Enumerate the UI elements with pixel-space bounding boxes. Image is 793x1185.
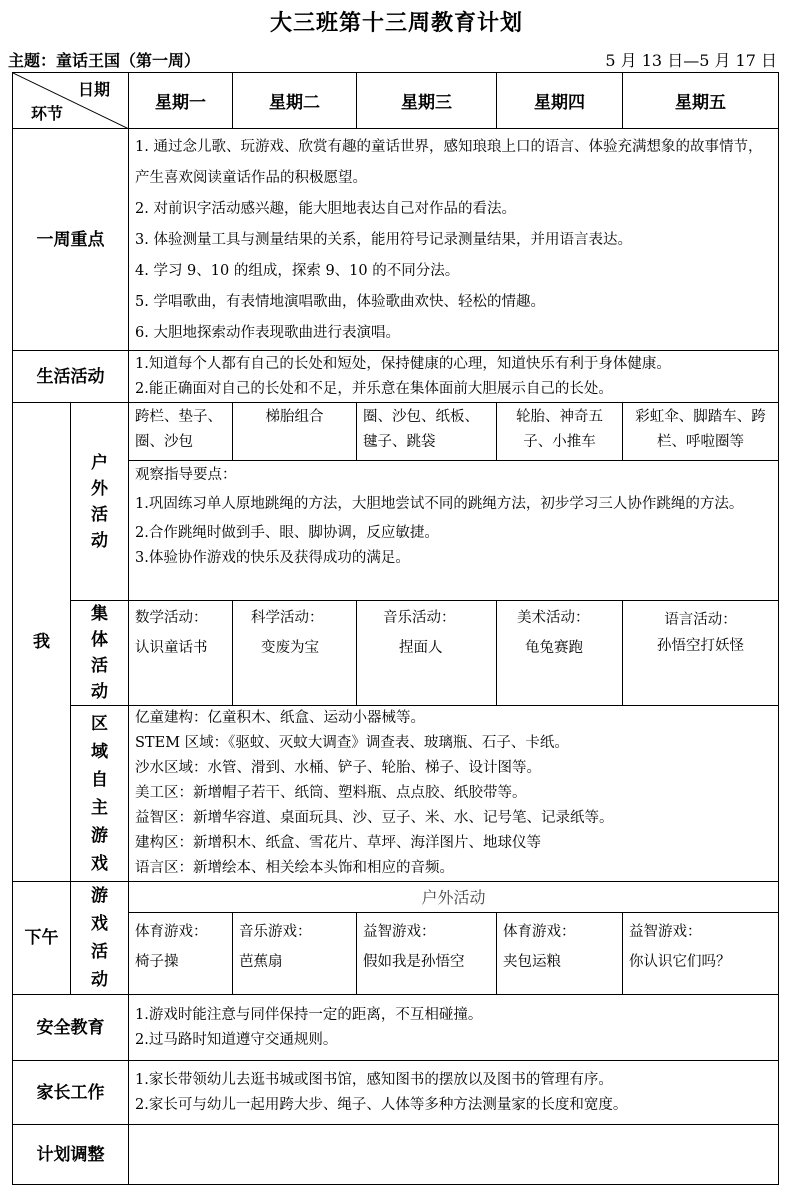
outdoor-equipment-thu: 轮胎、神奇五子、小推车 xyxy=(497,403,623,461)
area-play-content xyxy=(129,706,779,882)
outdoor-guidance xyxy=(129,461,779,601)
day-header-tue: 星期二 xyxy=(233,73,357,129)
afternoon-game-tue xyxy=(233,912,357,994)
area-play-item: 美工区：新增帽子若干、纸筒、塑料瓶、点点胶、纸胶带等。 xyxy=(135,785,527,801)
group-activity-type: 语言活动： xyxy=(664,612,737,628)
afternoon-game-name: 芭蕉扇 xyxy=(239,953,283,970)
parent-work-label: 家长工作 xyxy=(13,1061,129,1125)
afternoon-game-type: 益智游戏： xyxy=(629,923,702,940)
day-header-wed: 星期三 xyxy=(357,73,497,129)
group-activity-wed xyxy=(357,601,497,706)
outdoor-equipment-fri: 彩虹伞、脚踏车、跨栏、呼啦圈等 xyxy=(623,403,779,461)
afternoon-game-type: 体育游戏： xyxy=(503,923,576,940)
group-activity-name: 认识童话书 xyxy=(135,640,208,656)
weekly-focus-content xyxy=(129,129,779,351)
weekly-focus-item: 6. 大胆地探索动作表现歌曲进行表演唱。 xyxy=(135,325,400,341)
afternoon-game-type: 音乐游戏： xyxy=(239,923,312,940)
safety-content xyxy=(129,995,779,1061)
weekly-focus-item: 2. 对前识字活动感兴趣，能大胆地表达自己对作品的看法。 xyxy=(135,201,516,217)
afternoon-outdoor-title: 户外活动 xyxy=(129,882,779,913)
group-activity-label: 集体活动 xyxy=(71,601,129,706)
area-play-item: 语言区：新增绘本、相关绘本头饰和相应的音频。 xyxy=(135,860,454,876)
safety-item: 1.游戏时能注意与同伴保持一定的距离，不互相碰撞。 xyxy=(135,1006,483,1023)
day-header-mon: 星期一 xyxy=(129,73,233,129)
group-activity-type: 科学活动： xyxy=(251,610,324,626)
group-activity-fri xyxy=(623,601,779,706)
group-activity-mon xyxy=(129,601,233,706)
guidance-item: 2.合作跳绳时做到手、眼、脚协调，反应敏捷。 xyxy=(135,525,439,541)
safety-item: 2.过马路时知道遵守交通规则。 xyxy=(135,1031,338,1048)
day-header-fri: 星期五 xyxy=(623,73,779,129)
afternoon-game-name: 假如我是孙悟空 xyxy=(363,953,465,970)
safety-label: 安全教育 xyxy=(13,995,129,1061)
afternoon-game-wed xyxy=(357,912,497,994)
date-range: 5 月 13 日—5 月 17 日 xyxy=(605,51,777,70)
plan-adjust-content[interactable] xyxy=(129,1125,779,1185)
theme-label: 主题：童话王国（第一周） xyxy=(8,51,201,70)
guidance-item: 3.体验协作游戏的快乐及获得成功的满足。 xyxy=(135,550,410,566)
weekly-focus-item: 4. 学习 9、10 的组成，探索 9、10 的不同分法。 xyxy=(135,263,460,279)
plan-adjust-label: 计划调整 xyxy=(13,1125,129,1185)
plan-table xyxy=(12,72,779,1185)
group-activity-type: 数学活动： xyxy=(135,610,208,626)
me-label: 我 xyxy=(13,403,71,882)
group-activity-name: 变废为宝 xyxy=(261,640,319,656)
game-activity-label: 游戏活动 xyxy=(71,882,129,995)
life-activity-label: 生活活动 xyxy=(13,351,129,403)
group-activity-type: 美术活动： xyxy=(517,610,590,626)
parent-work-item: 1.家长带领幼儿去逛书城或图书馆，感知图书的摆放以及图书的管理有序。 xyxy=(135,1071,613,1088)
afternoon-game-name: 夹包运粮 xyxy=(503,953,561,970)
weekly-focus-item: 1. 通过念儿歌、玩游戏、欣赏有趣的童话世界，感知琅琅上口的语言、体验充满想象的故事情节，产生喜欢阅读童话作品的积极愿望。 xyxy=(135,139,763,186)
area-play-item: STEM 区域：《驱蚊、灭蚊大调查》调查表、玻璃瓶、石子、卡纸。 xyxy=(135,735,569,751)
outdoor-activity-label: 户外活动 xyxy=(71,403,129,601)
afternoon-label: 下午 xyxy=(13,882,71,995)
area-play-label: 区域自主游戏 xyxy=(71,706,129,882)
area-play-item: 亿童建构：亿童积木、纸盒、运动小器械等。 xyxy=(135,710,425,726)
afternoon-game-fri xyxy=(623,912,779,994)
life-activity-item: 1.知道每个人都有自己的长处和短处，保持健康的心理，知道快乐有利于身体健康。 xyxy=(135,355,671,372)
group-activity-name: 孙悟空打妖怪 xyxy=(657,638,744,654)
afternoon-game-name: 椅子操 xyxy=(135,953,179,970)
life-activity-item: 2.能正确面对自己的长处和不足，并乐意在集体面前大胆展示自己的长处。 xyxy=(135,380,613,397)
afternoon-game-type: 体育游戏： xyxy=(135,923,208,940)
guidance-item: 1.巩固练习单人原地跳绳的方法，大胆地尝试不同的跳绳方法，初步学习三人协作跳绳的方法。 xyxy=(135,496,744,512)
weekly-focus-label: 一周重点 xyxy=(13,129,129,351)
outdoor-equipment-tue: 梯胎组合 xyxy=(233,403,357,461)
guidance-heading: 观察指导要点： xyxy=(135,467,237,483)
group-activity-type: 音乐活动： xyxy=(383,610,456,626)
area-play-item: 沙水区域：水管、滑到、水桶、铲子、轮胎、梯子、设计图等。 xyxy=(135,760,541,776)
day-header-thu: 星期四 xyxy=(497,73,623,129)
group-activity-name: 捏面人 xyxy=(399,640,443,656)
afternoon-game-type: 益智游戏： xyxy=(363,923,436,940)
weekly-focus-item: 3. 体验测量工具与测量结果的关系，能用符号记录测量结果，并用语言表达。 xyxy=(135,232,632,248)
weekly-focus-item: 5. 学唱歌曲，有表情地演唱歌曲，体验歌曲欢快、轻松的情趣。 xyxy=(135,294,545,310)
header-date-label: 日期 xyxy=(77,80,110,99)
life-activity-content xyxy=(129,351,779,403)
group-activity-name: 龟兔赛跑 xyxy=(525,640,583,656)
group-activity-tue xyxy=(233,601,357,706)
header-section-label: 环节 xyxy=(31,104,64,123)
group-activity-thu xyxy=(497,601,623,706)
afternoon-game-mon xyxy=(129,912,233,994)
afternoon-game-name: 你认识它们吗？ xyxy=(629,953,731,970)
outdoor-equipment-wed: 圈、沙包、纸板、毽子、跳袋 xyxy=(357,403,497,461)
header-diagonal-cell xyxy=(13,73,129,129)
parent-work-item: 2.家长可与幼儿一起用跨大步、绳子、人体等多种方法测量家的长度和宽度。 xyxy=(135,1096,628,1113)
area-play-item: 益智区：新增华容道、桌面玩具、沙、豆子、米、水、记号笔、记录纸等。 xyxy=(135,810,614,826)
area-play-item: 建构区：新增积木、纸盒、雪花片、草坪、海洋图片、地球仪等 xyxy=(135,835,541,851)
outdoor-equipment-mon: 跨栏、垫子、圈、沙包 xyxy=(129,403,233,461)
afternoon-game-thu xyxy=(497,912,623,994)
page-title: 大三班第十三周教育计划 xyxy=(269,10,523,36)
parent-work-content xyxy=(129,1061,779,1125)
